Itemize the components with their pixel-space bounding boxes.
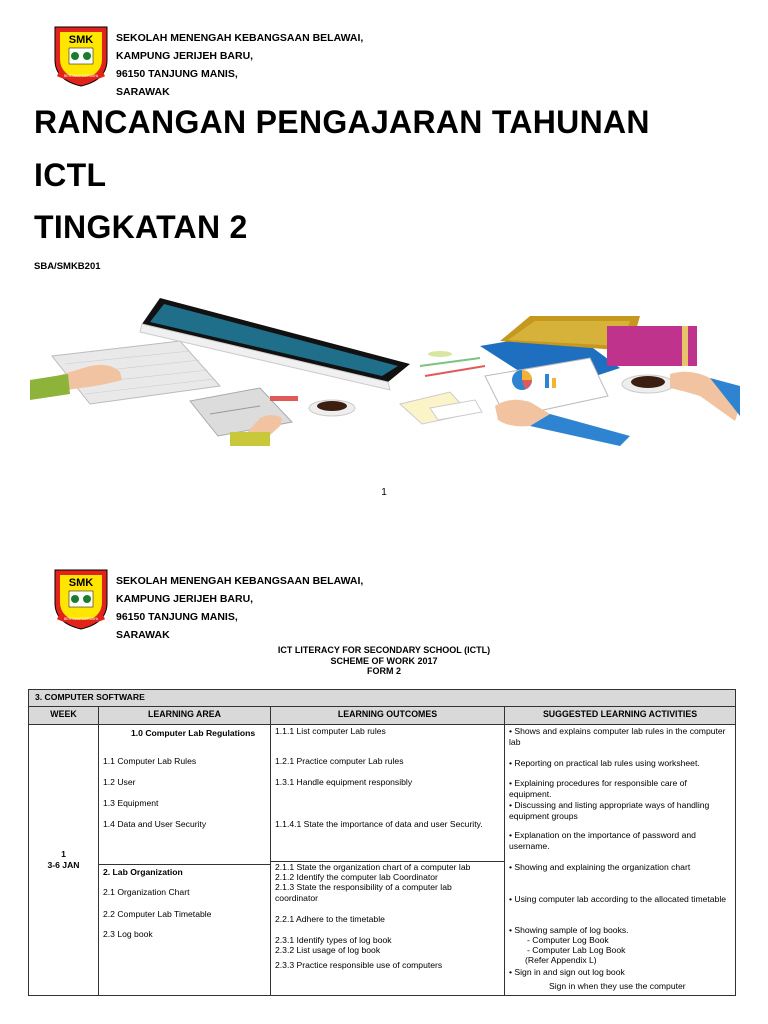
form-title: TINGKATAN 2 — [34, 209, 248, 245]
section-title: 3. COMPUTER SOFTWARE — [29, 690, 736, 707]
activities-cell — [505, 725, 736, 996]
week-cell — [29, 725, 99, 996]
outcome-item: 2.3.1 Identify types of log book — [275, 935, 392, 945]
area-item: 1.1 Computer Lab Rules — [103, 756, 197, 766]
area-item: 1.2 User — [103, 777, 136, 787]
area-item: 2.2 Computer Lab Timetable — [103, 909, 212, 919]
school-address-line: KAMPUNG JERIJEH BARU, — [116, 50, 254, 62]
document-title: RANCANGAN PENGAJARAN TAHUNAN — [34, 104, 650, 140]
activity-note: (Refer Appendix L) — [525, 955, 597, 965]
svg-text:BERSAMA BERJAYA: BERSAMA BERJAYA — [63, 617, 99, 621]
outcome-item: 1.3.1 Handle equipment responsibly — [275, 777, 413, 787]
school-name: SEKOLAH MENENGAH KEBANGSAAN BELAWAI, — [116, 575, 364, 587]
school-address-line: 96150 TANJUNG MANIS, — [116, 68, 238, 80]
outcome-item: 1.1.1 List computer Lab rules — [275, 726, 386, 736]
svg-text:SMK: SMK — [68, 577, 94, 589]
learning-area-cell — [99, 725, 271, 996]
activity-item: • Shows and explains computer lab rules in the computer lab — [509, 726, 726, 747]
area-item: 2.1 Organization Chart — [103, 887, 190, 897]
desk-illustration — [30, 296, 740, 446]
activity-item: • Showing and explaining the organization chart — [509, 862, 691, 872]
week-number: 1 — [61, 849, 66, 859]
outcome-item: 2.2.1 Adhere to the timetable — [275, 914, 385, 924]
activity-item: • Explanation on the importance of password and username. — [509, 830, 696, 851]
activity-item: • Explaining procedures for responsible care of equipment. — [509, 778, 687, 799]
activity-item: Sign in when they use the computer — [549, 981, 686, 991]
column-header-learning-area: LEARNING AREA — [99, 707, 271, 725]
page-number: 1 — [381, 487, 387, 498]
activity-item: • Sign in and sign out log book — [509, 967, 625, 977]
scheme-heading-line: ICT LITERACY FOR SECONDARY SCHOOL (ICTL) — [277, 645, 491, 655]
table-row — [29, 725, 736, 996]
outcome-item: 1.1.4.1 State the importance of data and user Security. — [275, 819, 483, 829]
school-address-line: SARAWAK — [116, 86, 170, 98]
column-header-learning-outcomes: LEARNING OUTCOMES — [271, 707, 505, 725]
learning-outcomes-cell — [271, 725, 505, 996]
area-heading: 2. Lab Organization — [103, 867, 183, 877]
area-item: 1.4 Data and User Security — [103, 819, 207, 829]
area-item: 2.3 Log book — [103, 929, 153, 939]
activity-item: • Showing sample of log books. — [509, 925, 629, 935]
outcome-item: 2.1.3 State the responsibility of a computer lab coordinator — [275, 882, 452, 903]
column-header-week: WEEK — [29, 707, 99, 725]
area-item: 1.3 Equipment — [103, 798, 159, 808]
activity-item: • Reporting on practical lab rules using worksheet. — [509, 758, 700, 768]
svg-text:SMK: SMK — [68, 34, 94, 46]
activity-subitem: - Computer Lab Log Book — [527, 945, 626, 955]
activity-item: • Discussing and listing appropriate ways of handling equipment groups — [509, 800, 710, 821]
svg-text:BERSAMA BERJAYA: BERSAMA BERJAYA — [63, 74, 99, 78]
activity-subitem: - Computer Log Book — [527, 935, 609, 945]
outcome-item: 1.2.1 Practice computer Lab rules — [275, 756, 404, 766]
school-address-line: 96150 TANJUNG MANIS, — [116, 611, 238, 623]
document-code: SBA/SMKB201 — [34, 261, 101, 272]
activity-item: • Using computer lab according to the allocated timetable — [509, 894, 727, 904]
school-address — [116, 572, 363, 644]
subject-title: ICTL — [34, 157, 107, 193]
school-name: SEKOLAH MENENGAH KEBANGSAAN BELAWAI, — [116, 32, 364, 44]
school-crest-logo — [52, 24, 110, 88]
section-row — [29, 690, 736, 707]
area-heading: 1.0 Computer Lab Regulations — [131, 728, 256, 738]
outcome-item: 2.3.2 List usage of log book — [275, 945, 381, 955]
school-address-line: KAMPUNG JERIJEH BARU, — [116, 593, 254, 605]
scheme-heading — [0, 645, 768, 677]
week-dates: 3-6 JAN — [47, 860, 80, 870]
header-row — [29, 707, 736, 725]
school-address — [116, 29, 363, 101]
outcome-item: 2.1.1 State the organization chart of a computer lab — [275, 862, 471, 872]
scheme-of-work-table — [28, 689, 736, 996]
scheme-heading-line: SCHEME OF WORK 2017 — [330, 655, 438, 666]
outcome-item: 2.1.2 Identify the computer lab Coordinator — [275, 872, 438, 882]
school-address-line: SARAWAK — [116, 629, 170, 641]
column-header-activities: SUGGESTED LEARNING ACTIVITIES — [505, 707, 736, 725]
outcome-item: 2.3.3 Practice responsible use of computers — [275, 960, 443, 970]
school-crest-logo — [52, 567, 110, 631]
scheme-heading-line: FORM 2 — [366, 666, 401, 676]
